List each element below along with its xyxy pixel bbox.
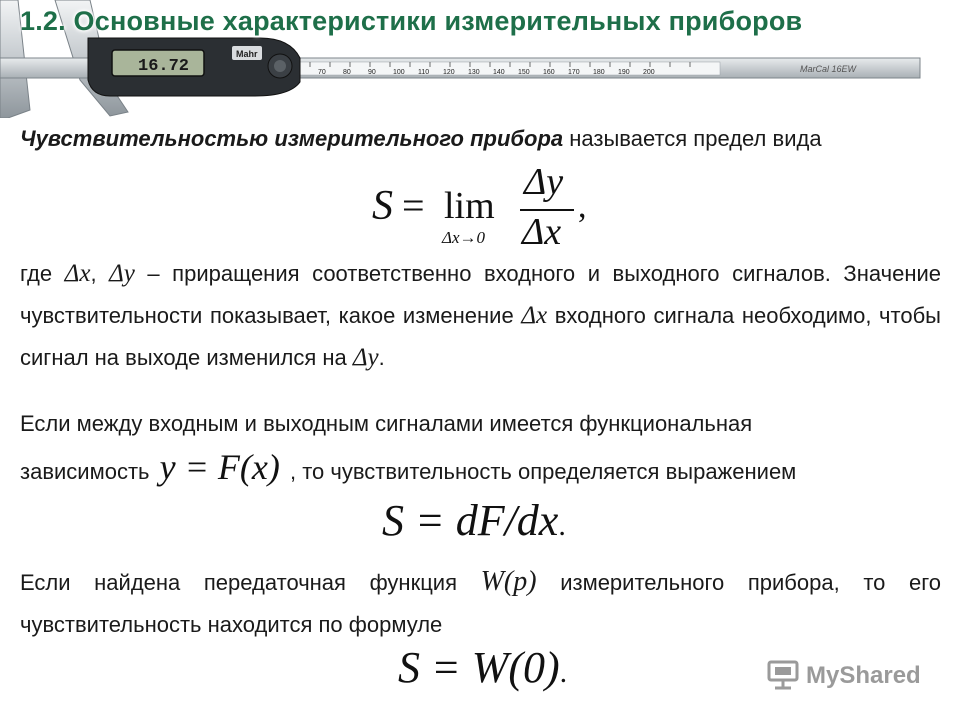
watermark-text: MyShared: [806, 662, 921, 689]
formula-lim-sub: Δx→0: [442, 228, 486, 247]
functional-dependency-line2: зависимость y = F(x) , то чувствительность определяется выражением: [20, 447, 797, 487]
sensitivity-limit-formula: S = lim Δx→0 Δy Δx ,: [372, 161, 587, 253]
projector-icon: [766, 658, 802, 692]
formula-denominator: Δx: [522, 211, 562, 253]
svg-text:110: 110: [418, 69, 430, 76]
function-formula: y = F(x): [159, 447, 280, 487]
svg-text:170: 170: [568, 69, 580, 76]
svg-text:160: 160: [543, 69, 555, 76]
svg-text:70: 70: [318, 69, 326, 76]
svg-text:80: 80: [343, 69, 351, 76]
page-title: 1.2. Основные характеристики измерительных приборов: [20, 6, 803, 36]
transfer-function-paragraph: Если найдена передаточная функция W(p) измерительного прибора, то его чувствительность находится по формуле: [20, 566, 941, 637]
svg-text:140: 140: [493, 69, 505, 76]
formula-s: S: [372, 183, 393, 229]
transfer-function-symbol: W(p): [480, 566, 537, 597]
definition-text: называется предел вида: [563, 126, 822, 151]
definition-paragraph: [20, 118, 941, 160]
delta-y: Δy: [352, 344, 379, 371]
svg-text:90: 90: [368, 69, 376, 76]
caliper-model-label: MarCal 16EW: [800, 64, 857, 74]
delta-x: Δx: [64, 260, 91, 287]
formula-lim: lim: [444, 185, 495, 227]
definition-term: Чувствительностью измерительного прибора: [20, 126, 564, 151]
svg-text:150: 150: [518, 69, 530, 76]
svg-text:130: 130: [468, 69, 480, 76]
formula-equals: =: [402, 183, 425, 228]
delta-x: Δx: [521, 302, 548, 329]
svg-text:180: 180: [593, 69, 605, 76]
delta-y: Δy: [109, 260, 135, 287]
functional-dependency-line: Если между входным и выходным сигналами имеется функциональная: [20, 411, 753, 436]
transfer-zero-formula: S = W(0).: [398, 643, 568, 692]
svg-text:200: 200: [643, 69, 655, 76]
svg-text:100: 100: [393, 69, 405, 76]
svg-text:120: 120: [443, 69, 455, 76]
caliper-lcd-value: 16.72: [138, 57, 190, 76]
increments-paragraph: где Δx, Δy – приращения соответственно входного и выходного сигналов. Значение чувствительности показывает, какое изменение Δx входного сигнала необходимо, чтобы сигнал на выходе изменился на Δy.: [20, 260, 941, 371]
svg-text:190: 190: [618, 69, 630, 76]
derivative-formula: S = dF/dx.: [382, 496, 566, 545]
myshared-watermark: [766, 658, 926, 694]
caliper-brand: Mahr: [236, 49, 258, 59]
formula-numerator: Δy: [524, 161, 564, 203]
